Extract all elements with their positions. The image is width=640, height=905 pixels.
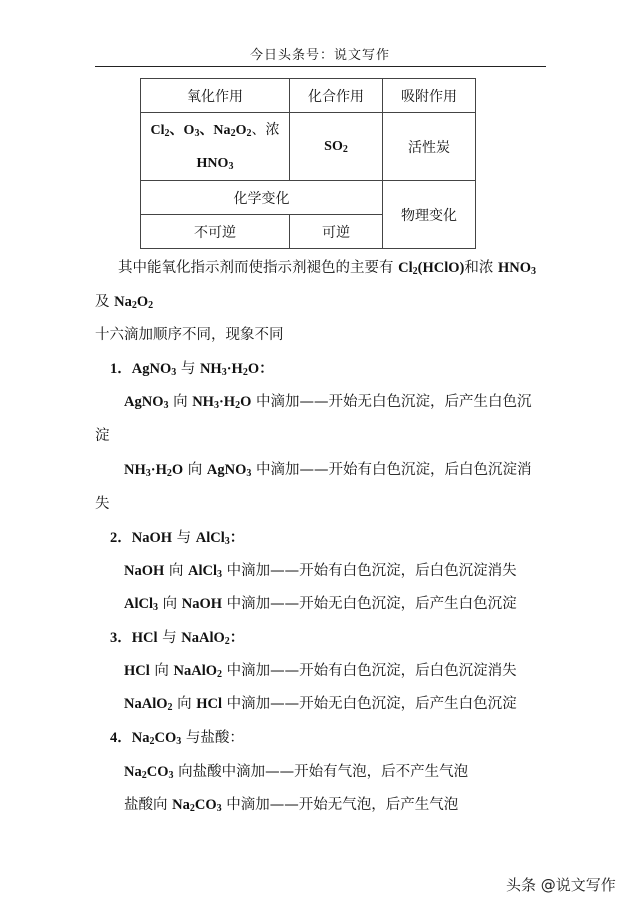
txt: 3 [221,367,227,378]
txt: 2 [189,803,195,814]
txt: 向 [149,663,174,679]
table-cell-chemical-change: 化学变化 [141,181,383,215]
watermark: 头条 @说文写作 [506,876,616,894]
txt: 3 [228,160,234,172]
reaction-line [124,760,468,781]
txt: 3 [168,770,174,781]
txt: 3 [216,803,222,814]
txt: 3 [194,127,200,139]
comparison-table [140,78,476,249]
txt: 向 [168,394,193,410]
txt: HCl [131,630,158,646]
txt: Na [172,797,190,813]
txt: 2． [110,530,132,546]
txt: 、O [169,122,195,138]
txt: 3 [153,602,158,613]
txt: CO [194,797,217,813]
txt: 2 [167,702,173,713]
table-cell-oxidizers [141,113,290,181]
txt: 中滴加——开始有白色沉淀，后白色沉淀消失 [222,563,517,579]
paragraph-line [118,256,536,277]
page-header: 今日头条号：说文写作 [249,48,390,63]
table-cell-irreversible: 不可逆 [141,215,290,249]
txt: 1． [110,361,132,377]
reaction-line [124,659,517,680]
table-cell-reversible: 可逆 [290,215,383,249]
txt: CO [154,730,177,746]
txt: 向 [164,563,188,579]
txt: 2 [131,300,137,311]
txt: 2 [235,400,241,411]
txt: ·H [150,462,167,478]
item-heading-4 [110,726,244,747]
txt: 3 [224,536,230,547]
txt: 2 [242,367,248,378]
txt: ： [229,530,245,546]
txt: 2 [224,636,230,647]
item-heading-3 [110,626,244,647]
reaction-line-wrap: 失 [95,496,110,512]
table-head-oxidation: 氧化作用 [141,79,290,113]
reaction-line [124,793,458,814]
txt: 中滴加——开始有白色沉淀，后白色沉淀消失 [222,663,517,679]
txt: O [136,294,149,310]
txt: CO [146,764,169,780]
txt: ： [229,630,245,646]
txt: ·H [218,394,236,410]
txt: 中滴加——开始无白色沉淀，后产生白色沉淀 [222,596,517,612]
txt: NaOH [124,563,165,579]
txt: 4． [110,730,132,746]
txt: 3 [171,367,177,378]
txt: 2 [164,127,170,139]
txt: 盐酸向 [124,797,173,813]
txt: AlCl [188,563,217,579]
txt: 其中能氧化指示剂而使指示剂褪色的主要有 [118,260,399,276]
txt: Na [131,730,150,746]
txt: 向盐酸中滴加——开始有气泡，后不产生气泡 [173,764,469,780]
table-head-combination: 化合作用 [290,79,383,113]
txt: 中滴加——开始无白色沉淀，后产生白色沉淀 [222,696,517,712]
txt: 2 [141,770,147,781]
txt: 3 [246,468,252,479]
txt: Cl [398,260,413,276]
txt: 2 [342,144,348,155]
txt: 及 [95,294,115,310]
header-rule [95,66,546,67]
txt: 3 [163,400,169,411]
txt: 2 [230,127,236,139]
item-heading-1 [110,357,274,378]
table-cell-adsorbent: 活性炭 [383,113,476,181]
txt: NH [199,361,222,377]
txt: 2 [166,468,172,479]
txt: O [235,122,247,138]
txt: 3 [176,736,182,747]
reaction-line [124,559,517,580]
txt: O [171,462,184,478]
txt: 向 [172,696,197,712]
txt: 2 [412,266,418,277]
txt: NaAlO [124,696,168,712]
txt: 向 [183,462,207,478]
reaction-line-wrap: 淀 [95,428,110,444]
txt: 中滴加——开始无白色沉淀，后产生白色沉 [251,394,532,410]
txt: HCl [124,663,150,679]
txt: HNO [497,260,531,276]
txt: AgNO [206,462,247,478]
reaction-line [124,458,531,479]
txt: 3 [145,468,151,479]
txt: 与盐酸： [181,730,244,746]
txt: 3 [217,569,222,580]
txt: 中滴加——开始有白色沉淀，后白色沉淀消 [251,462,532,478]
txt: 2 [217,669,222,680]
txt: NaAlO [173,663,217,679]
txt: NaAlO [181,630,225,646]
txt: 3 [213,400,219,411]
txt: 、浓 [251,121,280,138]
txt: HNO [196,155,229,171]
txt: ·H [226,361,243,377]
txt: 、Na [199,122,231,138]
reaction-line [124,692,517,713]
txt: NaOH [181,596,222,612]
txt: (HClO) [417,260,465,276]
txt: AgNO [131,361,172,377]
txt: Cl [150,122,165,138]
txt: NH [192,394,214,410]
txt: NaOH [131,530,173,546]
table-head-adsorption: 吸附作用 [383,79,476,113]
txt: AgNO [124,394,164,410]
txt: 与 [172,530,196,546]
txt: HCl [196,696,222,712]
txt: 中滴加——开始无气泡，后产生气泡 [221,797,459,813]
paragraph-line [95,290,153,311]
txt: 与 [176,361,200,377]
txt: Na [124,764,142,780]
txt: NH [124,462,146,478]
item-heading-2 [110,526,244,547]
txt: O： [247,361,274,377]
reaction-line [124,592,517,613]
txt: 3 [530,266,536,277]
txt: 向 [158,596,182,612]
txt: 3． [110,630,132,646]
txt: 与 [157,630,182,646]
txt: 2 [148,300,154,311]
section-title: 十六滴加顺序不同，现象不同 [95,327,284,343]
table-cell-physical-change: 物理变化 [383,181,476,249]
txt: 和浓 [464,260,498,276]
txt: SO [324,139,343,154]
txt: O [240,394,252,410]
txt: 2 [149,736,155,747]
txt: Na [114,294,132,310]
txt: AlCl [124,596,153,612]
table-cell-compound [290,113,383,181]
txt: 2 [246,127,252,139]
reaction-line [124,390,531,411]
txt: AlCl [195,530,225,546]
